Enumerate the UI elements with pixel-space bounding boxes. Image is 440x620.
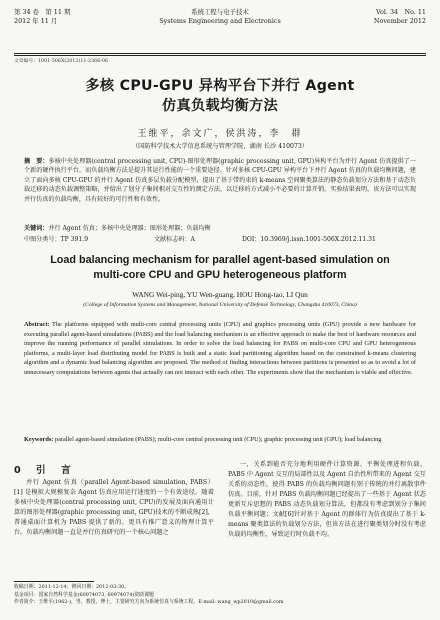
- article-number: 文章编号：1001-506X(2012)11-2366-06: [14, 59, 108, 64]
- authors-english: WANG Wei-ping, YU Wen-guang, HOU Hong-tao, LI Qun: [132, 290, 308, 299]
- keywords-en-text: parallel agent-based simulation (PABS); multi-core central processing unit (CPU); graphic processing unit (GPU); load balancing: [54, 436, 382, 443]
- authors-chinese: 王维平，余文广，侯洪涛，李 群: [137, 129, 303, 139]
- keywords-cn-text: 并行 Agent 仿真；多核中央处理器；图形处理器；负载均衡: [48, 225, 211, 232]
- body-text-right-column: 一，关系到能否充分地利用硬件计算资源、平衡处理进程负载。PABS 中 Agent 交互的局部性以及 Agent 自治性所带来的 Agent 交互关系的动态性，使得 PABS 的负载均衡问题有别于传统的并行离散事件仿真。目前，针对 PABS 负载均衡问题已经提出了一些基于 Agent 状态更新互斥思想的 PABS 动态负载划分算法，但都没有考虑到划分子集间负载平衡问题；文献[6]针对基于 Agent 的群体行为仿真提出了基于 k-means 聚类算法的负载划分方法，但该方法在进行聚类划分时没有考虑负载的均衡性，导致运行时负载不均。: [228, 461, 426, 538]
- funding-note: 基金项目：国家自然科学基金(60974073, 60974074)资助课题: [14, 591, 154, 598]
- header-rule-thick: [14, 53, 426, 54]
- document-code: 文献标志码：A: [154, 236, 195, 243]
- journal-volume-issue: 第 34 卷 第 11 期 2012 年 11 月: [14, 8, 71, 25]
- keywords-cn-label: 关键词：: [24, 225, 49, 232]
- section-heading: 0 引 言: [14, 465, 77, 476]
- affiliation-english: (College of Information Systems and Management, National University of Defense Technology, Changsha 410073, China): [83, 302, 357, 308]
- keywords-english: [24, 435, 416, 445]
- footnote: [14, 584, 426, 607]
- keywords-chinese: [24, 224, 416, 233]
- affiliation-chinese: （国防科学技术大学信息系统与管理学院，湖南 长沙 410073）: [131, 143, 309, 150]
- abstract-en-label: Abstract:: [24, 321, 50, 328]
- journal-name: 系统工程与电子技术 Systems Engineering and Electronics: [159, 8, 281, 25]
- abstract-english: [24, 320, 416, 378]
- abstract-chinese: [24, 157, 416, 204]
- author-bio: 作者简介：王维平(1962-)，男，教授，博士，主要研究方向为系统仿真与系统工程。E-mail: wang_wp2010@gmail.com: [14, 599, 284, 606]
- title-chinese: 多核 CPU-GPU 异构平台下并行 Agent 仿真负载均衡方法: [85, 78, 355, 114]
- doi: DOI：10.3969/j.issn.1001-506X.2012.11.31: [242, 236, 376, 243]
- abstract-en-text: The platforms equipped with multi-core central processing units (CPU) and graphics processing units (GPU) provide a new hardware for executing parallel agent-based simulations (PABS) and the load balancing mechanism is an effective approach to make the best of hardware resources and improve the running performance of parallel simulations. In order to solve the load balancing for PABS on multi-core CPU and GPU heterogeneous platforms, a multi-layer load distributing model for PABS is built and a static load partitioning algorithm based on the constrained k-means clustering algorithm and a dynamic load balancing algorithm are proposed. The method of finding interactions between partitions is presented so as to avoid a lot of unnecessary computations between agents that actually can not interact with each other. The experiments show that the mechanism is viable and effective.: [24, 321, 416, 376]
- received-date: 收稿日期：2011-12-14；修回日期：2012-03-30。: [14, 584, 130, 590]
- clc-number: 中图分类号：TP 391.9: [24, 236, 89, 243]
- body-text-left-column: 并行 Agent 仿真（parallel Agent-based simulation, PABS）[1] 是模拟大规模复杂 Agent 仿真应用运行速度的一个有效途径。随着多核中央处理器(central processing unit, CPU)的发展及面向通用计算的图形处理器(graphic processing unit, GPU)技术的不断成熟[2]，普通桌面计算机为 PABS 提供了新的、更具有推广意义的物理计算平台。负载均衡问题一直是并行仿真研究的一个核心问题之: [14, 479, 214, 536]
- classification-line: [24, 234, 416, 244]
- title-english: Load balancing mechanism for parallel agent-based simulation on multi-core CPU and GPU heterogeneous platform: [50, 254, 390, 281]
- header-rule-thin: [14, 55, 426, 56]
- abstract-cn-text: 多核中央处理器(central processing unit, CPU)-图形处理器(graphic processing unit, GPU)异构平台为并行 Agent 仿真提供了一个新的硬件执行平台，而负载均衡方法是提升其运行性能的一个重要途径。针对多核 CPU-GPU 异构平台下并行 Agent 仿真的负载均衡问题，建立了面向多核 CPU-GPU 的并行 Agent 仿真多层负载分配模型，提出了基于带约束的 k-means 空间聚类算法的静态负载划分方法和基于动态负载迁移的动态负载调整策略，并给出了划分子集间相对交互性的测定方法，以迁移的方式减小不必要的计算开销。实验结果表明，该方法可以实现并行仿真的负载均衡，具有较好的可行性和有效性。: [24, 158, 416, 203]
- journal-volume-en: Vol. 34 No. 11 November 2012: [373, 8, 426, 25]
- running-header: [14, 8, 426, 42]
- footnote-rule: [14, 581, 94, 582]
- keywords-en-label: Keywords:: [24, 436, 54, 443]
- abstract-cn-label: 摘 要：: [24, 158, 49, 165]
